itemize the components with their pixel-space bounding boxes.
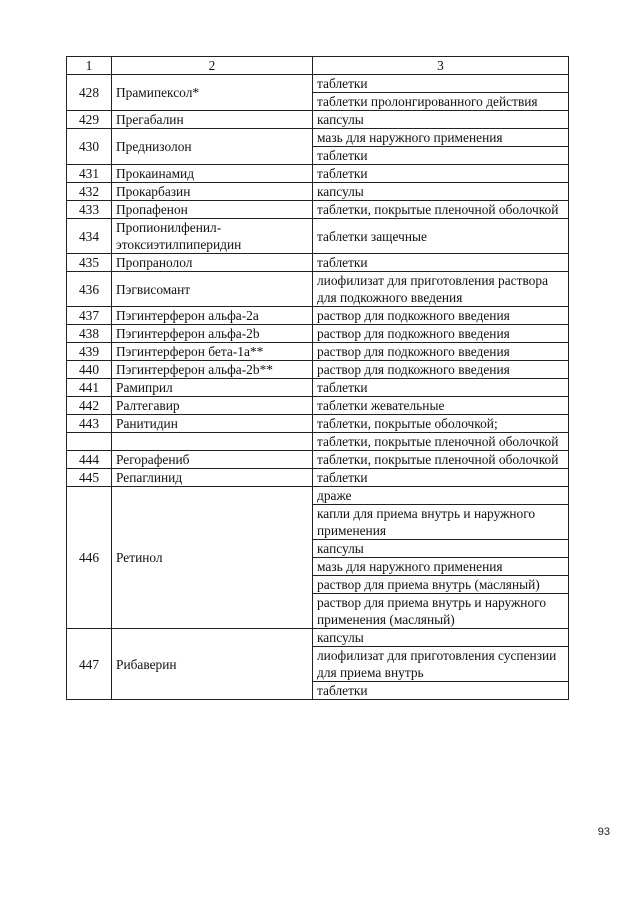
- row-number: 438: [67, 325, 112, 343]
- row-number: 433: [67, 201, 112, 219]
- dosage-form: таблетки: [313, 682, 569, 700]
- table-row: [67, 469, 569, 487]
- dosage-form: раствор для подкожного введения: [313, 361, 569, 379]
- table-row: [67, 361, 569, 379]
- drug-name: Пропионилфенил-этоксиэтилпиперидин: [112, 219, 313, 254]
- table-row: [67, 254, 569, 272]
- row-number: 447: [67, 629, 112, 700]
- row-number: 445: [67, 469, 112, 487]
- table-row: [67, 343, 569, 361]
- dosage-form: лиофилизат для приготовления раствора для подкожного введения: [313, 272, 569, 307]
- header-col-2: 2: [112, 57, 313, 75]
- table-row: [67, 415, 569, 433]
- table-row: [67, 629, 569, 647]
- dosage-form: мазь для наружного применения: [313, 558, 569, 576]
- dosage-form: таблетки: [313, 75, 569, 93]
- drug-name: Прокаинамид: [112, 165, 313, 183]
- table-row: [67, 433, 569, 451]
- drug-name: Пэгинтерферон альфа-2b**: [112, 361, 313, 379]
- drug-name: Ранитидин: [112, 415, 313, 433]
- table-row: [67, 487, 569, 505]
- dosage-form: лиофилизат для приготовления суспензии для приема внутрь: [313, 647, 569, 682]
- table-row: [67, 129, 569, 147]
- row-number: 436: [67, 272, 112, 307]
- table-row: [67, 75, 569, 93]
- dosage-form: драже: [313, 487, 569, 505]
- row-number: 430: [67, 129, 112, 165]
- dosage-form: таблетки: [313, 379, 569, 397]
- dosage-form: таблетки: [313, 165, 569, 183]
- row-number: 440: [67, 361, 112, 379]
- dosage-form: капсулы: [313, 540, 569, 558]
- row-number: 444: [67, 451, 112, 469]
- table-row: [67, 397, 569, 415]
- drug-table: [66, 56, 569, 700]
- drug-name: Пропафенон: [112, 201, 313, 219]
- dosage-form: таблетки защечные: [313, 219, 569, 254]
- table-row: [67, 379, 569, 397]
- row-number: 434: [67, 219, 112, 254]
- drug-name: Репаглинид: [112, 469, 313, 487]
- dosage-form: таблетки, покрытые пленочной оболочкой: [313, 201, 569, 219]
- row-number: 441: [67, 379, 112, 397]
- drug-name: Прамипексол*: [112, 75, 313, 111]
- dosage-form: раствор для приема внутрь (масляный): [313, 576, 569, 594]
- drug-name: Ретинол: [112, 487, 313, 629]
- header-col-1: 1: [67, 57, 112, 75]
- table-row: [67, 183, 569, 201]
- dosage-form: капли для приема внутрь и наружного применения: [313, 505, 569, 540]
- dosage-form: таблетки, покрытые пленочной оболочкой: [313, 451, 569, 469]
- table-row: [67, 165, 569, 183]
- dosage-form: раствор для подкожного введения: [313, 307, 569, 325]
- page-number: 93: [597, 826, 610, 838]
- table-row: [67, 201, 569, 219]
- table-row: [67, 307, 569, 325]
- table-row: [67, 219, 569, 254]
- row-number: 429: [67, 111, 112, 129]
- dosage-form: капсулы: [313, 111, 569, 129]
- dosage-form: таблетки пролонгированного действия: [313, 93, 569, 111]
- dosage-form: таблетки: [313, 469, 569, 487]
- drug-name: Рибаверин: [112, 629, 313, 700]
- drug-name: Преднизолон: [112, 129, 313, 165]
- row-number: 443: [67, 415, 112, 433]
- drug-name: Прегабалин: [112, 111, 313, 129]
- drug-name: Рамиприл: [112, 379, 313, 397]
- drug-name: Пэгвисомант: [112, 272, 313, 307]
- table-row: [67, 111, 569, 129]
- drug-name: Пропранолол: [112, 254, 313, 272]
- dosage-form: таблетки, покрытые оболочкой;: [313, 415, 569, 433]
- drug-name: Пэгинтерферон альфа-2b: [112, 325, 313, 343]
- drug-name: Регорафениб: [112, 451, 313, 469]
- dosage-form: капсулы: [313, 183, 569, 201]
- row-number: 437: [67, 307, 112, 325]
- row-number: 428: [67, 75, 112, 111]
- row-number: 442: [67, 397, 112, 415]
- dosage-form: раствор для приема внутрь и наружного применения (масляный): [313, 594, 569, 629]
- table-row: [67, 451, 569, 469]
- dosage-form: таблетки жевательные: [313, 397, 569, 415]
- dosage-form: мазь для наружного применения: [313, 129, 569, 147]
- dosage-form: раствор для подкожного введения: [313, 343, 569, 361]
- row-number: 435: [67, 254, 112, 272]
- table-header-row: [67, 57, 569, 75]
- row-number: 432: [67, 183, 112, 201]
- drug-name: [112, 433, 313, 451]
- row-number: 431: [67, 165, 112, 183]
- dosage-form: раствор для подкожного введения: [313, 325, 569, 343]
- drug-name: Ралтегавир: [112, 397, 313, 415]
- row-number: 439: [67, 343, 112, 361]
- dosage-form: таблетки, покрытые пленочной оболочкой: [313, 433, 569, 451]
- table-row: [67, 325, 569, 343]
- dosage-form: таблетки: [313, 254, 569, 272]
- drug-name: Пэгинтерферон альфа-2а: [112, 307, 313, 325]
- header-col-3: 3: [313, 57, 569, 75]
- dosage-form: таблетки: [313, 147, 569, 165]
- row-number: [67, 433, 112, 451]
- row-number: 446: [67, 487, 112, 629]
- drug-name: Пэгинтерферон бета-1а**: [112, 343, 313, 361]
- drug-name: Прокарбазин: [112, 183, 313, 201]
- dosage-form: капсулы: [313, 629, 569, 647]
- table-row: [67, 272, 569, 307]
